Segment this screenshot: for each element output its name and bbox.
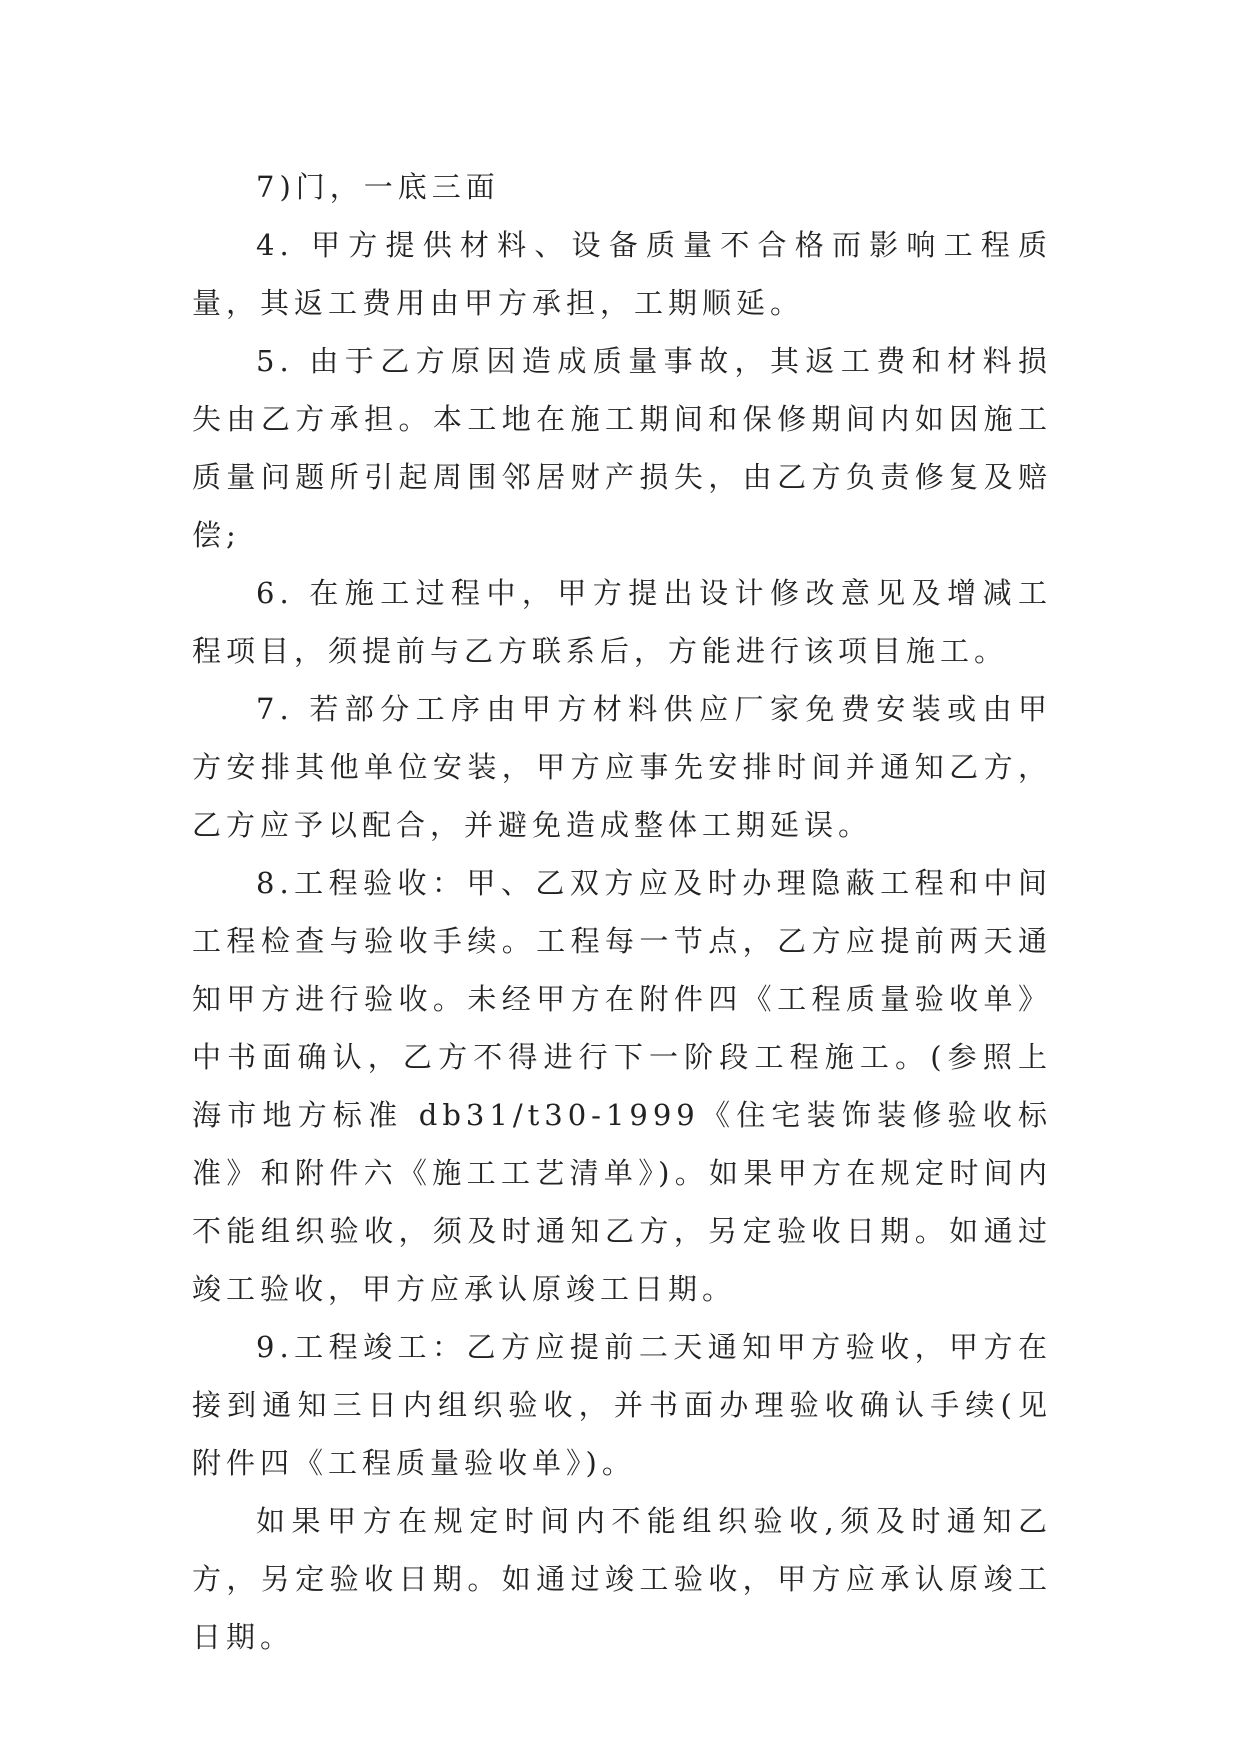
document-body — [192, 158, 1052, 1666]
paragraph-door-finish: 7)门，一底三面 — [256, 170, 500, 204]
paragraph-acceptance-note: 如果甲方在规定时间内不能组织验收,须及时通知乙方，另定验收日期。如通过竣工验收，甲方应承认原竣工日期。 — [192, 1504, 1052, 1654]
paragraph-clause-5: 5. 由于乙方原因造成质量事故，其返工费和材料损失由乙方承担。本工地在施工期间和保修期间内如因施工质量问题所引起周围邻居财产损失，由乙方负责修复及赔偿; — [192, 344, 1052, 552]
paragraph-clause-7: 7. 若部分工序由甲方材料供应厂家免费安装或由甲方安排其他单位安装，甲方应事先安排时间并通知乙方，乙方应予以配合，并避免造成整体工期延误。 — [192, 692, 1052, 842]
paragraph-clause-4: 4. 甲方提供材料、设备质量不合格而影响工程质量，其返工费用由甲方承担，工期顺延。 — [192, 228, 1052, 320]
paragraph-clause-9: 9.工程竣工：乙方应提前二天通知甲方验收，甲方在接到通知三日内组织验收，并书面办理验收确认手续(见附件四《工程质量验收单》)。 — [192, 1330, 1052, 1480]
paragraph-clause-6: 6. 在施工过程中，甲方提出设计修改意见及增减工程项目，须提前与乙方联系后，方能进行该项目施工。 — [192, 576, 1052, 668]
paragraph-clause-8: 8.工程验收：甲、乙双方应及时办理隐蔽工程和中间工程检查与验收手续。工程每一节点，乙方应提前两天通知甲方进行验收。未经甲方在附件四《工程质量验收单》中书面确认，乙方不得进行下一阶段工程施工。(参照上海市地方标准 db31/t30-1999《住宅装饰装修验收标准》和附件六《施工工艺清单》)。如果甲方在规定时间内不能组织验收，须及时通知乙方，另定验收日期。如通过竣工验收，甲方应承认原竣工日期。 — [192, 866, 1052, 1306]
